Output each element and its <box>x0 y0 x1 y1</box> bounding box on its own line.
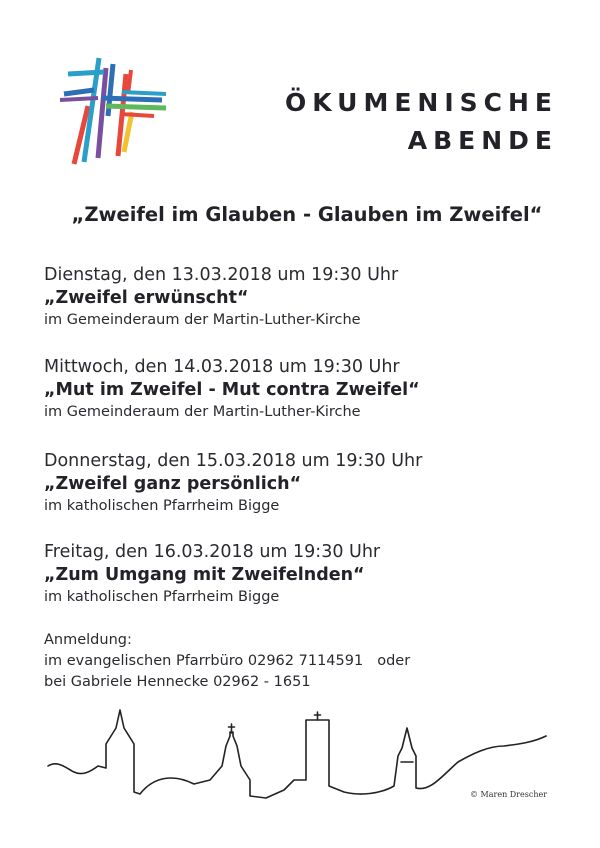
event-place: im Gemeinderaum der Martin-Luther-Kirche <box>44 312 361 328</box>
logo-stroke-h-cyan <box>68 72 104 74</box>
event-item <box>44 541 564 607</box>
event-topic: „Mut im Zweifel - Mut contra Zweifel“ <box>44 380 420 400</box>
event-item <box>44 450 564 516</box>
page-title-line-2: ABENDE <box>407 126 558 155</box>
event-date: Donnerstag, den 15.03.2018 um 19:30 Uhr <box>44 451 423 471</box>
event-date: Dienstag, den 13.03.2018 um 19:30 Uhr <box>44 265 399 285</box>
event-topic: „Zum Umgang mit Zweifelnden“ <box>44 565 365 585</box>
event-item <box>44 264 564 330</box>
logo-stroke-h-blue <box>64 90 94 94</box>
logo-stroke-h-blue-2 <box>102 98 162 100</box>
event-topic: „Zweifel erwünscht“ <box>44 288 249 308</box>
logo-stroke-h-green <box>106 106 166 108</box>
registration-line-1 <box>44 651 410 672</box>
registration-phone-parish: im evangelischen Pfarrbüro 02962 7114591 <box>44 653 364 669</box>
registration-heading: Anmeldung: <box>44 632 132 648</box>
registration-info <box>44 630 410 693</box>
event-place: im katholischen Pfarrheim Bigge <box>44 498 280 514</box>
registration-line-2: bei Gabriele Hennecke 02962 - 1651 <box>44 674 311 690</box>
event-date: Mittwoch, den 14.03.2018 um 19:30 Uhr <box>44 357 400 377</box>
skyline-outline <box>48 710 546 798</box>
series-title: „Zweifel im Glauben - Glauben im Zweifel“ <box>71 203 543 226</box>
copyright-note: © Maren Drescher <box>470 790 548 799</box>
logo-stroke-yellow <box>124 112 132 152</box>
event-place: im Gemeinderaum der Martin-Luther-Kirche <box>44 404 361 420</box>
event-place: im katholischen Pfarrheim Bigge <box>44 589 280 605</box>
event-date: Freitag, den 16.03.2018 um 19:30 Uhr <box>44 542 381 562</box>
page-title-line-1: ÖKUMENISCHE <box>284 88 558 117</box>
ecumenical-cross-logo <box>58 54 170 170</box>
registration-or: oder <box>377 653 411 669</box>
logo-stroke-purple <box>98 68 106 158</box>
logo-stroke-h-purple <box>60 98 98 100</box>
logo-stroke-h-red <box>120 114 154 116</box>
event-item <box>44 356 564 422</box>
event-topic: „Zweifel ganz persönlich“ <box>44 474 302 494</box>
logo-stroke-h-cyan-2 <box>122 92 166 94</box>
